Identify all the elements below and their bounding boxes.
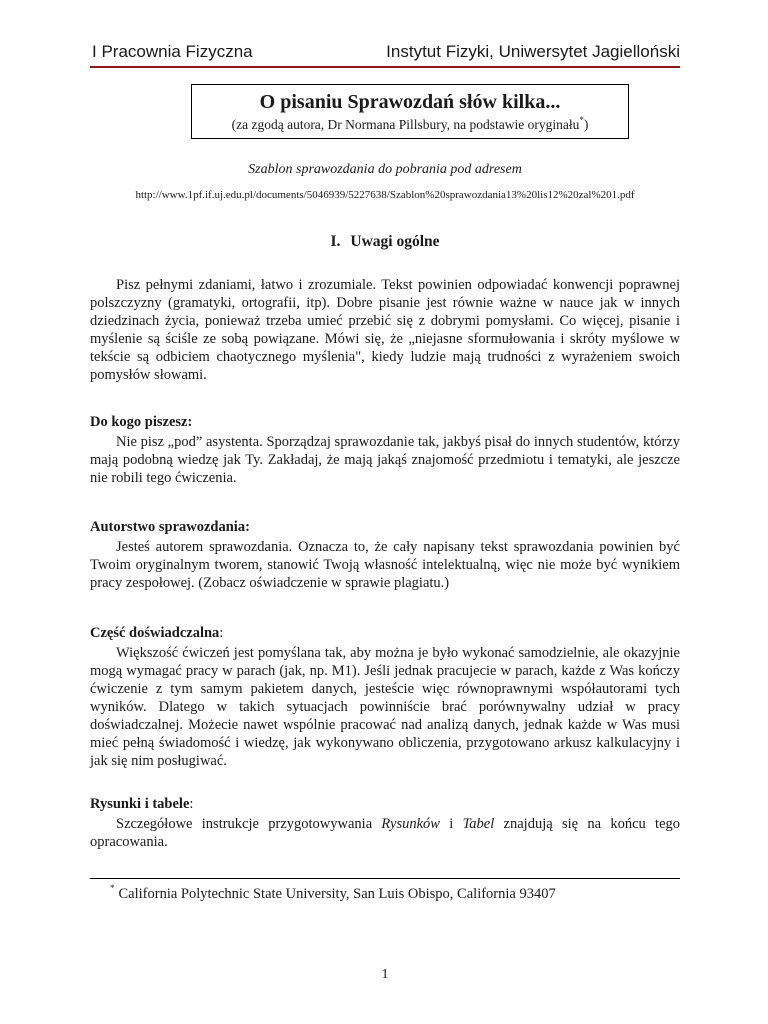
footnote-rule bbox=[90, 878, 680, 879]
running-header bbox=[92, 42, 680, 62]
header-right: Instytut Fizyki, Uniwersytet Jagielloński bbox=[386, 42, 680, 61]
header-rule bbox=[90, 66, 680, 68]
footnote-text: California Polytechnic State University, San Luis Obispo, California 93407 bbox=[118, 886, 556, 902]
figures-em-tables: Tabel bbox=[462, 816, 495, 832]
template-url[interactable]: http://www.1pf.if.uj.edu.pl/documents/5046939/5227638/Szablon%20sprawozdania13%20lis12%20zal%201.pdf bbox=[135, 189, 635, 201]
figures-text-mid: i bbox=[439, 816, 463, 832]
figures-block bbox=[90, 795, 680, 851]
page-number: 1 bbox=[381, 967, 389, 982]
experimental-paragraph: Większość ćwiczeń jest pomyślana tak, aby można je było wykonać samodzielnie, ale okazyjnie mogą wymagać pracy w parach (jak, np. M1). Jeśli jednak pracujecie w parach, każde z Was kończy ćwiczenie z tym samym pakietem danych, jesteście więc równoprawnymi współautorami tych wyników. Dlatego w takich sytuacjach powinniście brać porównywalny udział w pracy doświadczalnej. Możecie nawet wspólnie pracować nad analizą danych, jednak każde w Was musi mieć pełną świadomość i wiedzę, jak wykonywano obliczenia, przygotowano arkusz kalkulacyjny i jak się nim posługiwać. bbox=[90, 645, 680, 769]
figures-heading-text: Rysunki i tabele bbox=[90, 796, 190, 812]
figures-text-after: znajdują się na końcu tego opracowania. bbox=[90, 816, 681, 850]
audience-heading: Do kogo piszesz: bbox=[90, 414, 193, 430]
document-subtitle bbox=[192, 116, 628, 134]
intro-paragraph: Pisz pełnymi zdaniami, łatwo i zrozumiale. Tekst powinien odpowiadać konwencji poprawnej polszczyzny (gramatyki, ortografii, itp). Dobre pisanie jest równie ważne w nauce jak w innych dziedzinach życia, ponieważ trzeba umieć przebić się z dobrymi pomysłami. Co więcej, pisanie i myślenie są ściśle ze sobą powiązane. Mówi się, że „niejasne sformułowania i skróty myślowe w tekście są odbiciem chaotycznego myślenia", kiedy ludzie mają trudności z wyrażeniem swoich pomysłów słowami. bbox=[90, 277, 680, 383]
section-number: I. bbox=[330, 233, 341, 250]
title-box bbox=[191, 84, 629, 139]
authorship-heading: Autorstwo sprawozdania: bbox=[90, 519, 250, 535]
footnote-mark: * bbox=[110, 883, 115, 893]
header-left: I Pracownia Fizyczna bbox=[92, 42, 253, 61]
authorship-block bbox=[90, 518, 680, 592]
subtitle-text: (za zgodą autora, Dr Normana Pillsbury, na podstawie oryginału bbox=[231, 117, 580, 132]
figures-paragraph bbox=[90, 815, 680, 851]
subtitle-end: ) bbox=[583, 117, 589, 132]
experimental-heading-text: Część doświadczalna bbox=[90, 625, 220, 641]
document-title: O pisaniu Sprawozdań słów kilka... bbox=[259, 91, 561, 113]
figures-text-before: Szczegółowe instrukcje przygotowywania bbox=[116, 816, 382, 832]
section-heading bbox=[90, 233, 680, 251]
figures-heading bbox=[90, 795, 680, 813]
audience-paragraph: Nie pisz „pod” asystenta. Sporządzaj sprawozdanie tak, jakbyś pisał do innych studentów, którzy mają podobną wiedzę jak Ty. Zakładaj, że mają jakąś znajomość przedmiotu i tematyki, ale jeszcze nie robili tego ćwiczenia. bbox=[90, 434, 680, 486]
figures-em-figures: Rysunków bbox=[381, 816, 440, 832]
footnote-marker: * bbox=[579, 115, 584, 125]
experimental-block bbox=[90, 624, 680, 770]
figures-heading-colon: : bbox=[189, 796, 194, 812]
experimental-heading-colon: : bbox=[219, 625, 224, 641]
authorship-paragraph: Jesteś autorem sprawozdania. Oznacza to, że cały napisany tekst sprawozdania powinien być Twoim oryginalnym tworem, stanowić Twoją własność intelektualną, więc nie może być wynikiem pracy zespołowej. (Zobacz oświadczenie w sprawie plagiatu.) bbox=[90, 539, 680, 591]
experimental-heading bbox=[90, 624, 680, 642]
section-title: Uwagi ogólne bbox=[350, 233, 440, 250]
audience-block bbox=[90, 413, 680, 487]
template-note: Szablon sprawozdania do pobrania pod adresem bbox=[248, 162, 522, 177]
intro-block bbox=[90, 276, 680, 384]
footnote bbox=[110, 883, 670, 903]
